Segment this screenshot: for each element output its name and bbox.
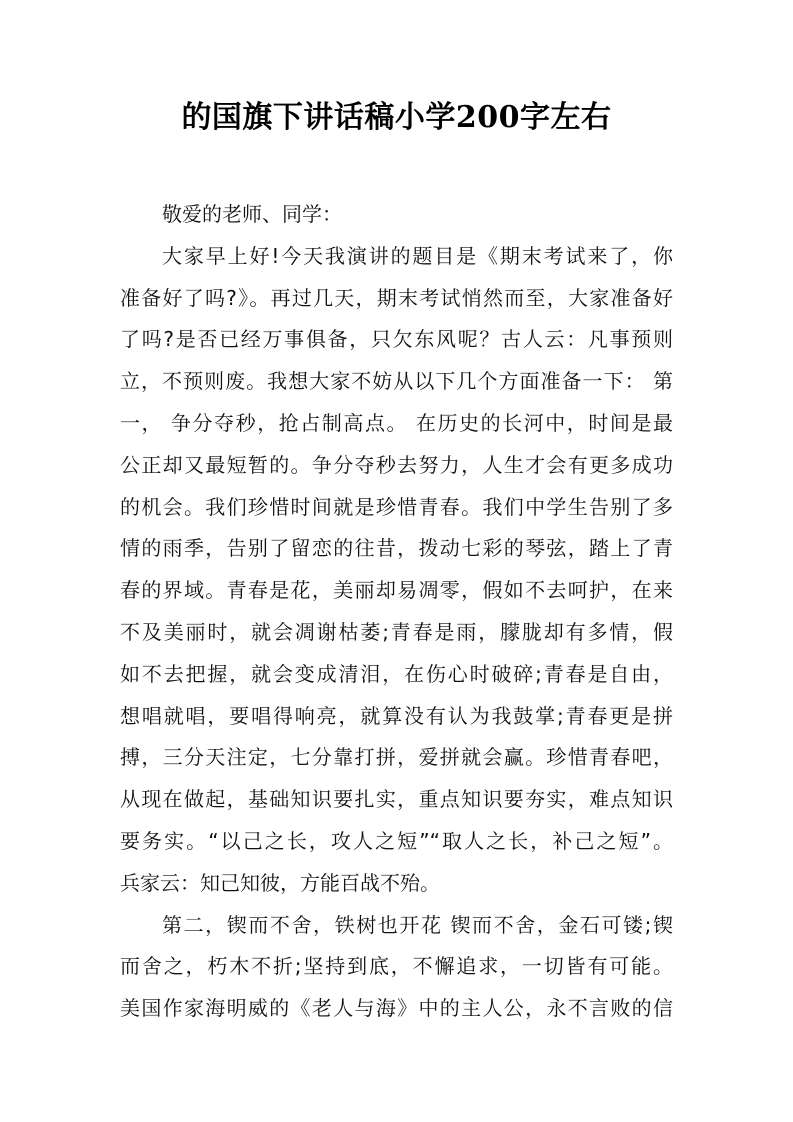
text-line: 第二，锲而不舍，铁树也开花 锲而不舍，金石可镂;锲 [162, 912, 673, 937]
text-line: 准备好了吗?》。再过几天，期末考试悄然而至，大家准备好 [120, 285, 673, 310]
text-line: 而舍之，朽木不折;坚持到底，不懈追求，一切皆有可能。 [120, 954, 673, 979]
text-line: 大家早上好!今天我演讲的题目是《期末考试来了，你 [162, 243, 673, 268]
document-title: 的国旗下讲话稿小学200字左右 [181, 100, 612, 135]
text-line: 兵家云：知己知彼，方能百战不殆。 [120, 870, 440, 895]
document-body [120, 194, 673, 1030]
text-line: 春的界域。青春是花，美丽却易凋零，假如不去呵护，在来 [120, 578, 673, 603]
text-line: 公正却又最短暂的。争分夺秒去努力，人生才会有更多成功 [120, 452, 673, 477]
text-line: 想唱就唱，要唱得响亮，就算没有认为我鼓掌;青春更是拼 [120, 703, 673, 728]
text-line: 一， 争分夺秒，抢占制高点。 在历史的长河中，时间是最 [120, 410, 673, 435]
text-line: 如不去把握，就会变成清泪，在伤心时破碎;青春是自由， [120, 661, 673, 686]
text-line: 了吗?是否已经万事俱备，只欠东风呢？古人云：凡事预则 [120, 327, 673, 352]
text-line: 敬爱的老师、同学： [162, 202, 342, 226]
text-line: 不及美丽时，就会凋谢枯萎;青春是雨，朦胧却有多情，假 [120, 619, 673, 644]
text-line: 的机会。我们珍惜时间就是珍惜青春。我们中学生告别了多 [120, 494, 673, 519]
text-line: 要务实。“以己之长，攻人之短”“取人之长，补己之短”。 [120, 828, 673, 853]
text-line: 从现在做起，基础知识要扎实，重点知识要夯实，难点知识 [120, 787, 673, 812]
text-line: 搏，三分天注定，七分靠打拼，爱拼就会赢。珍惜青春吧， [120, 745, 673, 770]
text-line: 美国作家海明威的《老人与海》中的主人公，永不言败的信 [120, 996, 673, 1021]
text-line: 情的雨季，告别了留恋的往昔，拨动七彩的琴弦，踏上了青 [120, 536, 673, 561]
text-line: 立，不预则废。我想大家不妨从以下几个方面准备一下： 第 [120, 369, 673, 394]
